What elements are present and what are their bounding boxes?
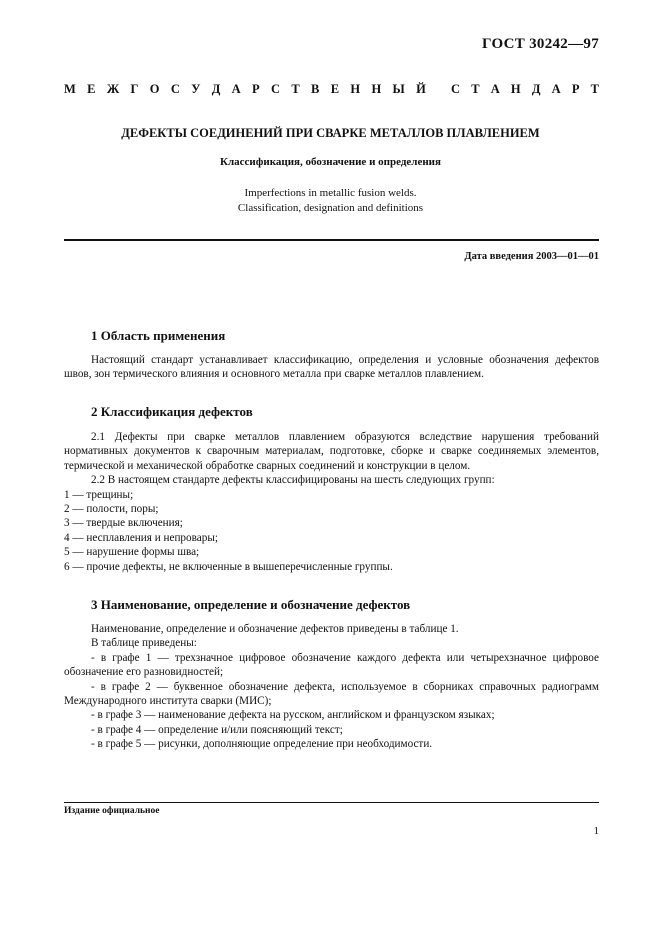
- banner-letter: Р: [252, 82, 260, 96]
- banner-letter: Д: [531, 82, 541, 96]
- english-title: [0, 186, 661, 216]
- column-item: - в графе 5 — рисунки, дополняющие определение при необходимости.: [91, 738, 433, 751]
- group-item: 6 — прочие дефекты, не включенные в вышеперечисленные группы.: [64, 560, 393, 573]
- banner-letter: Н: [510, 82, 521, 96]
- banner-letter: О: [149, 82, 160, 96]
- section3-p2: В таблице приведены:: [91, 637, 197, 650]
- document-subtitle: Классификация, обозначение и определения: [220, 156, 441, 168]
- section2-body: [64, 430, 599, 574]
- banner-letter: А: [490, 82, 500, 96]
- banner-letter: С: [451, 82, 461, 96]
- section2-p1: 2.1 Дефекты при сварке металлов плавлением образуются вследствие нарушения требований нормативных документов к сварочным материалам, подготовке, сборке и сварке соединяемых элементов, термической и механической обработке сварных соединений и конструкции в целом.: [64, 431, 599, 472]
- header-divider: [64, 239, 599, 241]
- banner-letter: Е: [330, 82, 340, 96]
- banner-letter: Е: [87, 82, 96, 96]
- standard-type-word2: [451, 82, 599, 97]
- group-item: 1 — трещины;: [64, 488, 134, 501]
- banner-letter: Й: [416, 82, 426, 96]
- banner-letter: Р: [571, 82, 580, 96]
- column-item: - в графе 2 — буквенное обозначение дефекта, используемое в сборниках справочных радиограмм Международного института сварки (МИС);: [64, 680, 599, 708]
- section3-heading: 3 Наименование, определение и обозначение дефектов: [91, 597, 411, 612]
- banner-letter: Т: [590, 82, 599, 96]
- column-item: - в графе 1 — трехзначное цифровое обозначение каждого дефекта или четырехзначное цифровое обозначение его разновидностей;: [64, 651, 599, 679]
- intro-date: Дата введения 2003—01—01: [464, 251, 599, 262]
- banner-letter: Г: [130, 82, 139, 96]
- footer-divider: [64, 802, 599, 803]
- banner-letter: Д: [211, 82, 221, 96]
- section3-p1: Наименование, определение и обозначение дефектов приведены в таблице 1.: [91, 623, 459, 635]
- banner-letter: В: [311, 82, 320, 96]
- section2-p2: 2.2 В настоящем стандарте дефекты классифицированы на шесть следующих групп:: [91, 474, 495, 487]
- banner-letter: А: [231, 82, 241, 96]
- banner-letter: С: [271, 82, 281, 96]
- section1-body: [64, 353, 599, 382]
- banner-letter: С: [170, 82, 180, 96]
- banner-letter: М: [64, 82, 76, 96]
- group-item: 5 — нарушение формы шва;: [64, 546, 200, 559]
- section2-heading: 2 Классификация дефектов: [91, 404, 253, 419]
- group-item: 3 — твердые включения;: [64, 517, 183, 530]
- banner-letter: Ы: [392, 82, 405, 96]
- banner-letter: Н: [371, 82, 382, 96]
- banner-letter: Т: [291, 82, 300, 96]
- english-title-line1: Imperfections in metallic fusion welds.: [244, 187, 417, 199]
- banner-letter: У: [191, 82, 201, 96]
- group-item: 2 — полости, поры;: [64, 503, 159, 516]
- section1-text: Настоящий стандарт устанавливает классификацию, определения и условные обозначения дефектов швов, зон термического влияния и основного металла при сварке металлов плавлением.: [64, 354, 599, 381]
- standard-type-banner: [64, 82, 599, 97]
- standard-type-word1: [64, 82, 426, 97]
- column-item: - в графе 4 — определение и/или поясняющий текст;: [91, 723, 343, 736]
- english-title-line2: Classification, designation and definitions: [237, 202, 424, 214]
- section1-heading: 1 Область применения: [91, 328, 226, 343]
- page-number: 1: [593, 825, 599, 837]
- group-item: 4 — несплавления и непровары;: [64, 531, 218, 544]
- banner-letter: А: [551, 82, 561, 96]
- banner-letter: Ж: [106, 82, 120, 96]
- gost-code: ГОСТ 30242—97: [481, 36, 599, 52]
- banner-letter: Н: [350, 82, 361, 96]
- banner-letter: Т: [471, 82, 480, 96]
- section3-body: [64, 622, 599, 752]
- column-item: - в графе 3 — наименование дефекта на русском, английском и французском языках;: [91, 709, 495, 722]
- document-title: ДЕФЕКТЫ СОЕДИНЕНИЙ ПРИ СВАРКЕ МЕТАЛЛОВ ПЛАВЛЕНИЕМ: [121, 126, 540, 140]
- official-edition-note: Издание официальное: [64, 806, 160, 816]
